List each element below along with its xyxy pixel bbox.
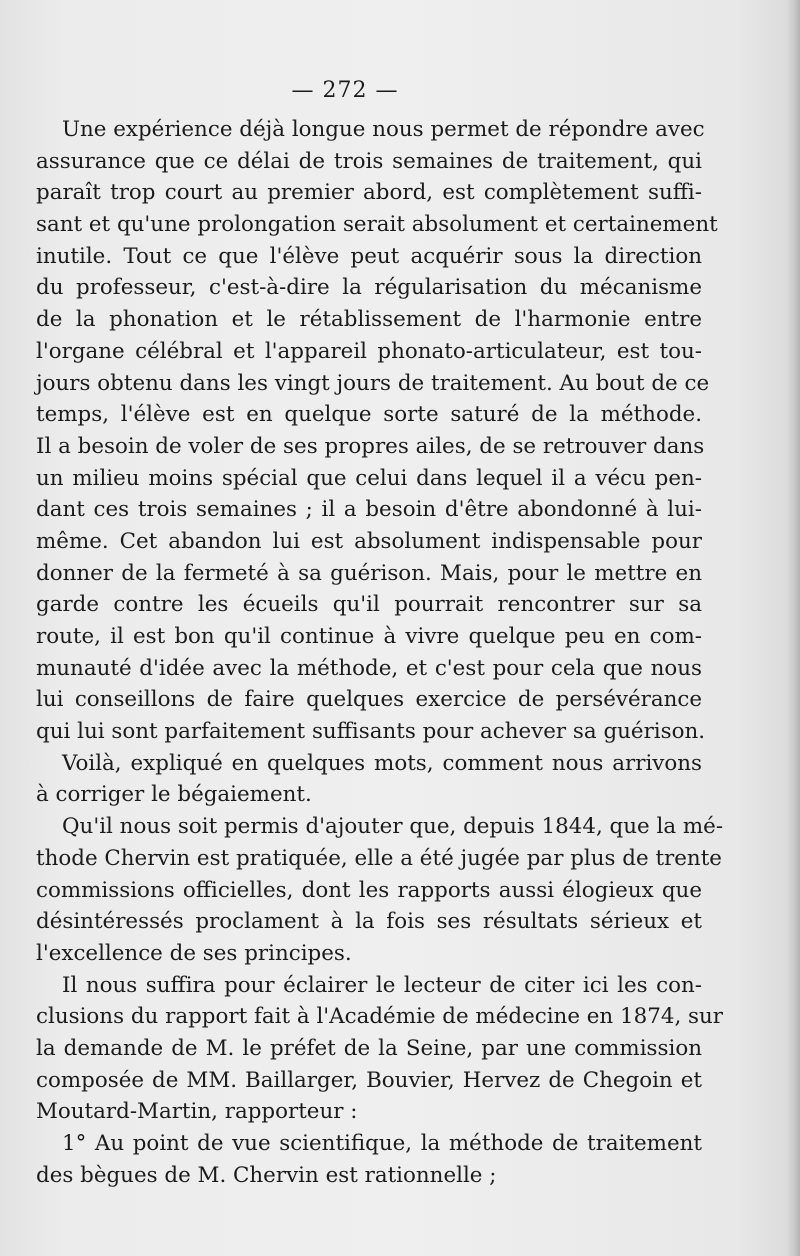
text-line: du professeur, c'est-à-dire la régularisation du mécanisme [36,275,702,301]
text-line: lui conseillons de faire quelques exercice de persévérance [36,687,702,713]
text-line: Moutard-Martin, rapporteur : [36,1099,358,1125]
text-line: jours obtenu dans les vingt jours de traitement. Au bout de ce [36,370,710,396]
text-line: clusions du rapport fait à l'Académie de médecine en 1874, sur [36,1004,724,1030]
text-line: la demande de M. le préfet de la Seine, par une commission [36,1035,702,1061]
text-line: dant ces trois semaines ; il a besoin d'être abondonné à lui- [36,497,702,523]
text-line: qui lui sont parfaitement suffisants pour achever sa guérison. [36,719,706,745]
text-line: l'organe célébral et l'appareil phonato-articulateur, est tou- [36,338,702,364]
text-line: sant et qu'une prolongation serait absolument et certainement [36,212,718,238]
text-line: commissions officielles, dont les rapports aussi élogieux que [36,877,702,903]
text-line: Il a besoin de voler de ses propres ailes, de se retrouver dans [36,433,705,459]
text-line: 1° Au point de vue scientifique, la méthode de traitement [62,1131,702,1156]
text-line: Voilà, expliqué en quelques mots, comment nous arrivons [62,750,702,776]
text-line: garde contre les écueils qu'il pourrait rencontrer sur sa [36,592,702,618]
body-text [36,114,724,1191]
text-line: temps, l'élève est en quelque sorte saturé de la méthode. [36,402,702,428]
text-line: l'excellence de ses principes. [36,940,352,966]
text-line: inutile. Tout ce que l'élève peut acquérir sous la direction [36,243,702,269]
text-line: donner de la fermeté à sa guérison. Mais, pour le mettre en [36,560,702,586]
text-line: Qu'il nous soit permis d'ajouter que, depuis 1844, que la mé- [62,814,724,840]
text-line: désintéressés proclament à la fois ses résultats sérieux et [36,909,702,935]
text-line: Il nous suffira pour éclairer le lecteur de citer ici les con- [62,972,702,998]
text-line: Une expérience déjà longue nous permet de répondre avec [62,117,705,142]
text-line: assurance que ce délai de trois semaines de traitement, qui [36,148,702,174]
page-number: — 272 — [291,78,399,103]
text-line: munauté d'idée avec la méthode, et c'est pour cela que nous [36,655,702,681]
text-line: de la phonation et le rétablissement de l'harmonie entre [36,307,702,333]
text-line: thode Chervin est pratiquée, elle a été jugée par plus de trente [36,845,722,871]
text-line: composée de MM. Baillarger, Bouvier, Hervez de Chegoin et [36,1067,702,1093]
text-line: paraît trop court au premier abord, est complètement suffi- [36,180,702,206]
text-line: à corriger le bégaiement. [36,782,312,808]
text-line: route, il est bon qu'il continue à vivre quelque peu en com- [36,624,702,649]
text-line: un milieu moins spécial que celui dans lequel il a vécu pen- [36,465,702,491]
text-line: des bègues de M. Chervin est rationnelle ; [36,1162,497,1188]
page-edge-shadow [786,0,800,1256]
text-line: même. Cet abandon lui est absolument indispensable pour [36,528,702,554]
